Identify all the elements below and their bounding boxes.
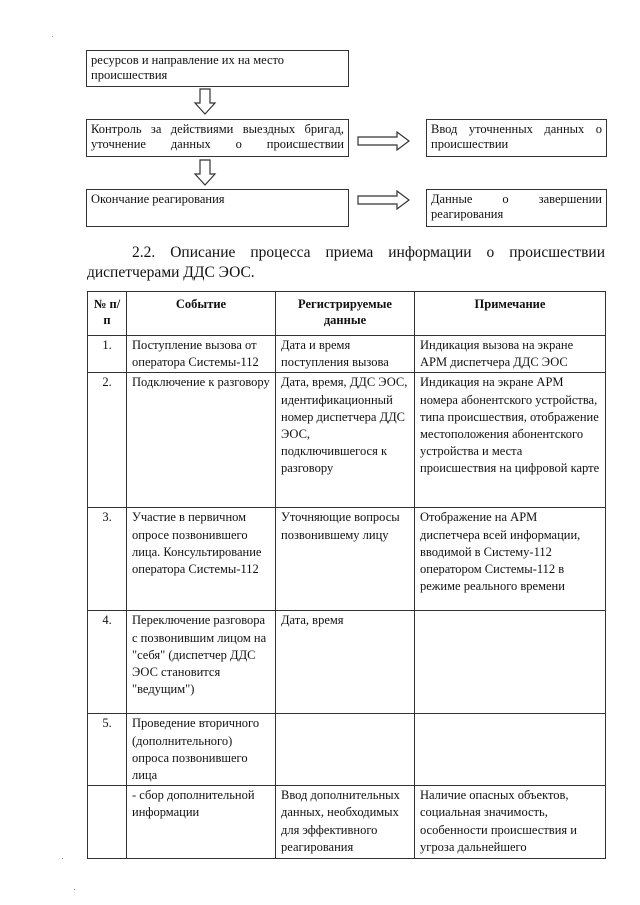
row-note xyxy=(415,714,606,786)
row-data: Дата, время xyxy=(276,611,415,714)
row-data: Уточняющие вопросы позвонившему лицу xyxy=(276,508,415,611)
row-note: Наличие опасных объектов, социальная значимость, особенности происшествия и угроза дальнейшего xyxy=(415,786,606,859)
row-num xyxy=(88,786,127,859)
row-event: - сбор дополнительной информации xyxy=(127,786,276,859)
row-num: 4. xyxy=(88,611,127,714)
row-note: Индикация вызова на экране АРМ диспетчера ДДС ЭОС xyxy=(415,336,606,373)
flow-box-resources: ресурсов и направление их на место происшествия xyxy=(86,50,349,87)
row-num: 5. xyxy=(88,714,127,786)
table-row xyxy=(88,786,606,859)
right-arrow-icon xyxy=(357,190,411,210)
row-data: Дата, время, ДДС ЭОС, идентификационный номер диспетчера ДДС ЭОС, подключившегося к разговору xyxy=(276,373,415,508)
scan-speck xyxy=(52,36,53,37)
row-event: Переключение разговора с позвонившим лицом на "себя" (диспетчер ДДС ЭОС становится "ведущим") xyxy=(127,611,276,714)
table-row xyxy=(88,611,606,714)
section-heading-line1: 2.2. Описание процесса приема информации о происшествии xyxy=(132,244,605,261)
row-data xyxy=(276,714,415,786)
scan-speck xyxy=(74,889,75,890)
flow-box-control xyxy=(86,119,349,157)
flow-box-end: Окончание реагирования xyxy=(86,189,349,227)
section-heading-line2: диспетчерами ДДС ЭОС. xyxy=(87,264,255,281)
flow-box-input-refined: Ввод уточненных данных о происшествии xyxy=(426,119,607,157)
header-note: Примечание xyxy=(415,292,606,336)
right-arrow-icon xyxy=(357,131,411,151)
row-num: 2. xyxy=(88,373,127,508)
row-num: 1. xyxy=(88,336,127,373)
row-data: Ввод дополнительных данных, необходимых для эффективного реагирования xyxy=(276,786,415,859)
header-event: Событие xyxy=(127,292,276,336)
table-header-row xyxy=(88,292,606,336)
events-table xyxy=(87,291,606,859)
table-row xyxy=(88,508,606,611)
row-data: Дата и время поступления вызова xyxy=(276,336,415,373)
row-event: Участие в первичном опросе позвонившего лица. Консультирование оператора Системы-112 xyxy=(127,508,276,611)
down-arrow-icon xyxy=(193,88,217,116)
scan-speck xyxy=(62,858,63,859)
table-row xyxy=(88,373,606,508)
row-note xyxy=(415,611,606,714)
down-arrow-icon xyxy=(193,159,217,187)
header-data: Регистрируемые данные xyxy=(276,292,415,336)
section-heading xyxy=(87,243,605,283)
header-num: № п/п xyxy=(88,292,127,336)
row-note: Индикация на экране АРМ номера абонентского устройства, типа происшествия, отображение местоположения абонентского устройства и места происшествия на цифровой карте xyxy=(415,373,606,508)
flow-box-completion-data: Данные о завершении реагирования xyxy=(426,189,607,227)
row-event: Подключение к разговору xyxy=(127,373,276,508)
row-event: Поступление вызова от оператора Системы-112 xyxy=(127,336,276,373)
flow-box-control-text: Контроль за действиями выездных бригад, уточнение данных о происшествии xyxy=(91,122,344,151)
row-num: 3. xyxy=(88,508,127,611)
row-event: Проведение вторичного (дополнительного) опроса позвонившего лица xyxy=(127,714,276,786)
table-row xyxy=(88,336,606,373)
row-note: Отображение на АРМ диспетчера всей информации, вводимой в Систему-112 оператором Системы-112 в режиме реального времени xyxy=(415,508,606,611)
table-row xyxy=(88,714,606,786)
